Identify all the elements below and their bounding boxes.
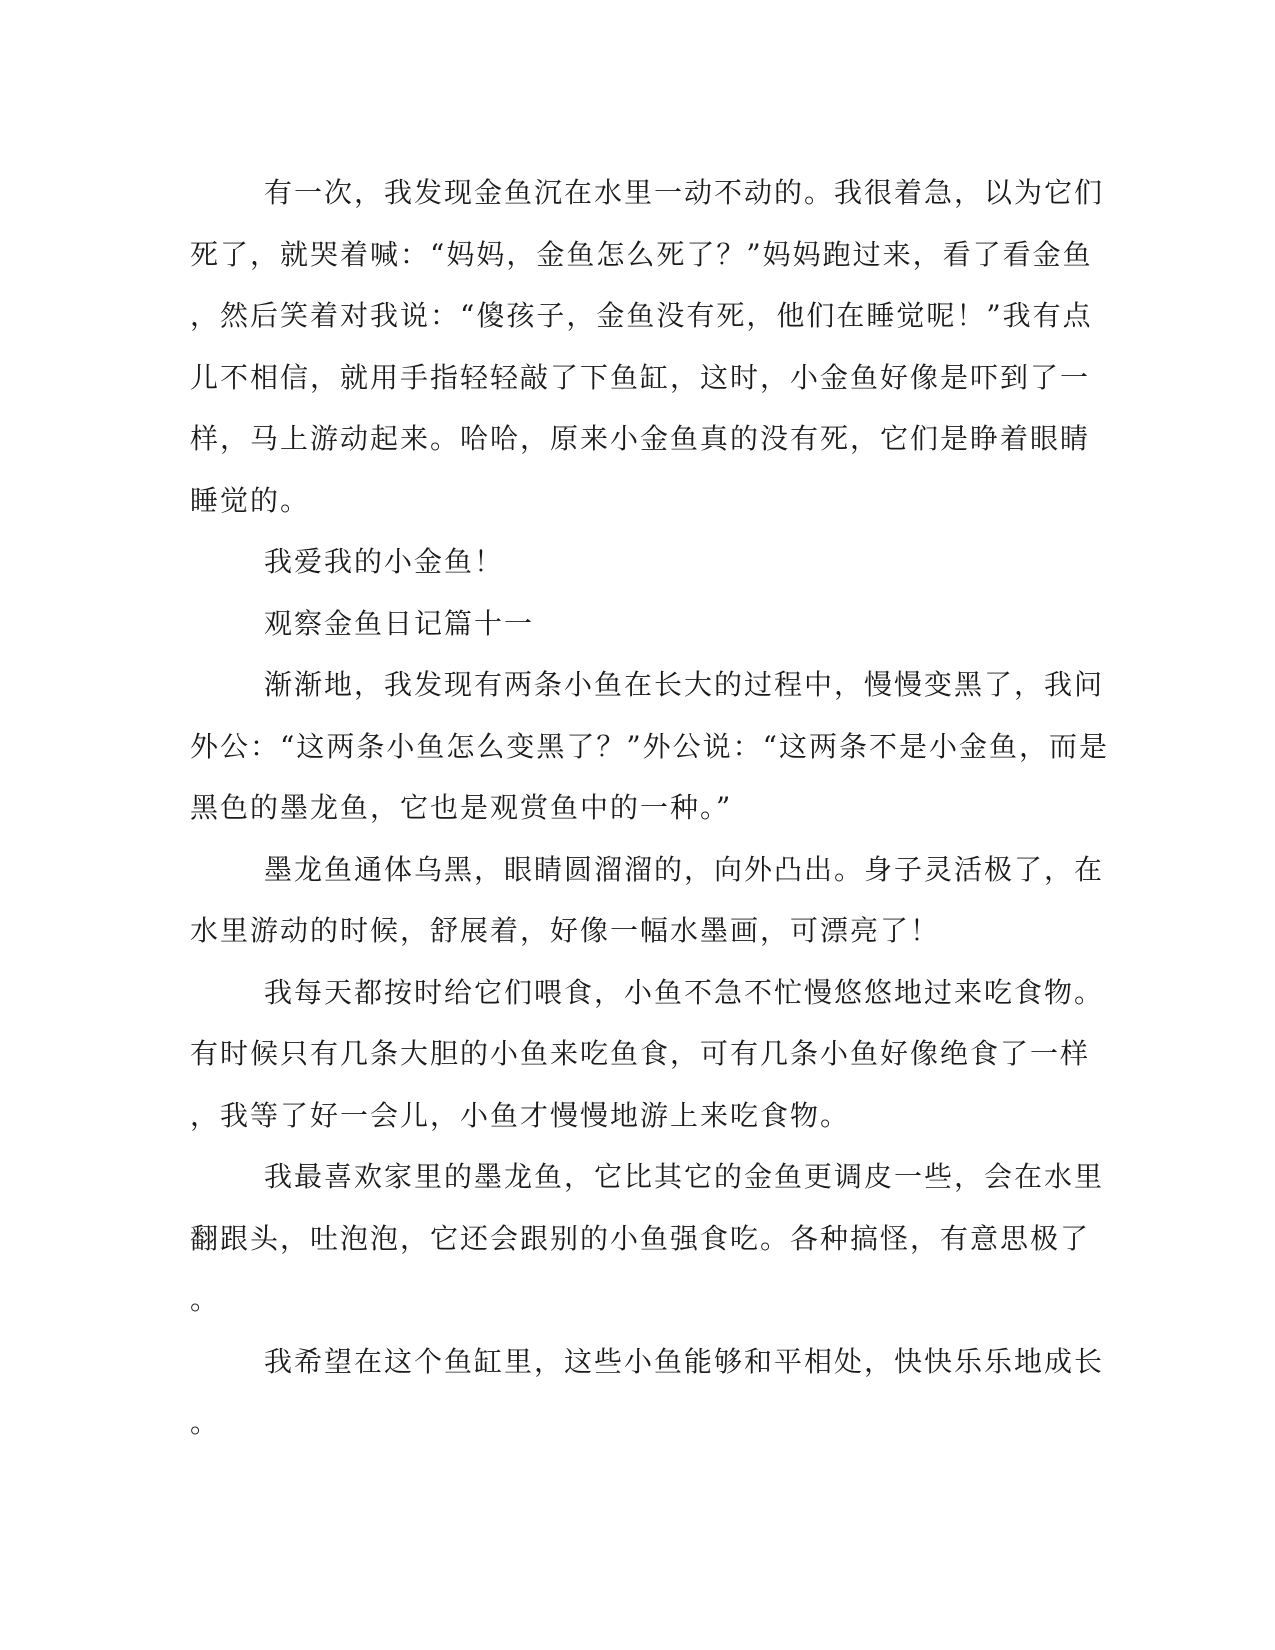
section-heading: 观察金鱼日记篇十一: [264, 606, 535, 640]
text-line: 儿不相信，就用手指轻轻敲了下鱼缸，这时，小金鱼好像是吓到了一: [190, 360, 1091, 394]
text-line: 样，马上游动起来。哈哈，原来小金鱼真的没有死，它们是睁着眼睛: [190, 422, 1091, 455]
text-line: 我每天都按时给它们喂食，小鱼不急不忙慢悠悠地过来吃食物。: [264, 975, 1105, 1009]
text-line: ，我等了好一会儿，小鱼才慢慢地游上来吃食物。: [190, 1098, 851, 1132]
text-line: 有一次，我发现金鱼沉在水里一动不动的。我很着急，以为它们: [264, 176, 1105, 209]
text-line: 死了，就哭着喊：“妈妈，金鱼怎么死了？”妈妈跑过来，看了看金鱼: [190, 237, 1093, 271]
text-line: 。: [190, 1406, 221, 1439]
text-line: 。: [190, 1283, 221, 1316]
text-line: 墨龙鱼通体乌黑，眼睛圆溜溜的，向外凸出。身子灵活极了，在: [264, 852, 1105, 886]
text-line: 渐渐地，我发现有两条小鱼在长大的过程中，慢慢变黑了，我问: [264, 668, 1105, 701]
text-line: 我最喜欢家里的墨龙鱼，它比其它的金鱼更调皮一些，会在水里: [264, 1160, 1105, 1193]
text-line: 水里游动的时候，舒展着，好像一幅水墨画，可漂亮了！: [190, 914, 941, 947]
text-line: 睡觉的。: [190, 483, 311, 517]
text-line: 翻跟头，吐泡泡，它还会跟别的小鱼强食吃。各种搞怪，有意思极了: [190, 1221, 1091, 1255]
text-line: 有时候只有几条大胆的小鱼来吃鱼食，可有几条小鱼好像绝食了一样: [190, 1037, 1091, 1070]
text-line: 我爱我的小金鱼！: [264, 545, 505, 578]
document-body: [190, 162, 1109, 1454]
text-line: ，然后笑着对我说：“傻孩子，金鱼没有死，他们在睡觉呢！”我有点: [190, 299, 1093, 332]
text-line: 黑色的墨龙鱼，它也是观赏鱼中的一种。”: [190, 791, 733, 824]
text-line: 外公：“这两条小鱼怎么变黑了？”外公说：“这两条不是小金鱼，而是: [190, 729, 1109, 763]
text-line: 我希望在这个鱼缸里，这些小鱼能够和平相处，快快乐乐地成长: [264, 1344, 1105, 1378]
